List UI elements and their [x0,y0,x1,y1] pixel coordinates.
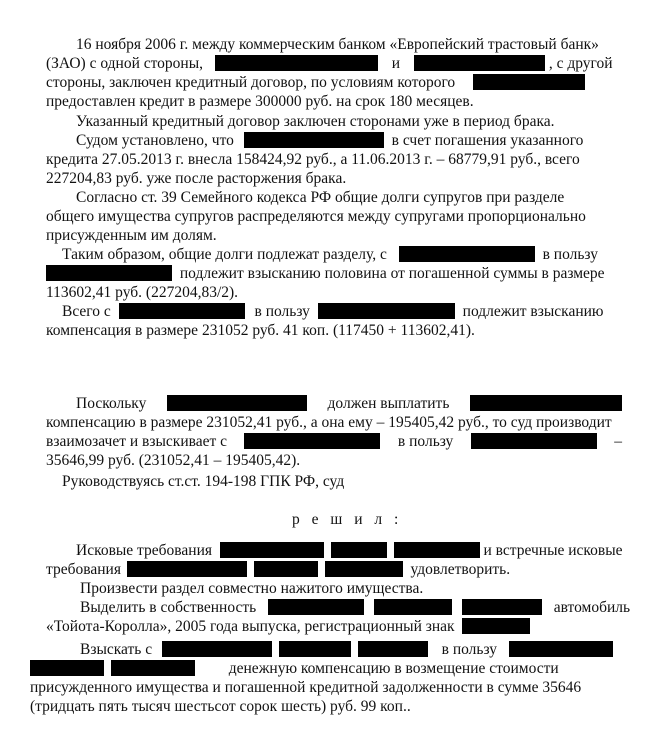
text-fragment: Взыскать с [80,641,153,658]
resolution4-line1 [80,641,613,659]
text-fragment: взаимозачет и взыскивает с [46,433,228,450]
resolution4-line3: присужденного имущества и погашенной кредитной задолженности в сумме 35646 [30,679,582,696]
resolution1-line1 [76,542,623,560]
para1-line2 [46,55,613,73]
para5-line3: 113602,41 руб. (227204,83/2). [46,284,239,301]
redaction-box [331,542,387,558]
resolution4-line4: (тридцать пять тысяч шестьсот сорок шесть) руб. 99 коп.. [30,698,411,715]
resolution4-line2 [30,660,559,678]
redaction-box [30,660,104,676]
redaction-box [470,395,622,411]
resolution2: Произвести раздел совместно нажитого имущества. [80,580,424,597]
redaction-box [215,55,378,71]
redaction-box [374,599,452,615]
para7-line4: 35646,99 руб. (231052,41 – 195405,42). [46,452,301,469]
redaction-box [394,542,480,558]
para4-line1: Согласно ст. 39 Семейного кодекса РФ общие долги супругов при разделе [76,189,565,206]
para7-line2: компенсацию в размере 231052,41 руб., а она ему – 195405,42 руб., то суд производит [46,414,612,431]
text-fragment: Выделить в собственность [80,599,257,616]
redaction-box [244,132,384,148]
para8: Руководствуясь ст.ст. 194-198 ГПК РФ, суд [62,473,345,490]
text-fragment: в пользу [441,641,498,658]
para5-line1 [62,246,598,264]
redaction-box [167,395,307,411]
para6-line2: компенсация в размере 231052 руб. 41 коп. (117450 + 113602,41). [46,322,475,339]
text-fragment: в счет погашения указанного [391,132,584,149]
redaction-box [111,660,195,676]
para5-line2 [46,265,605,283]
text-fragment: автомобиль [553,599,631,616]
resolution1-line2 [46,561,510,579]
text-fragment: (ЗАО) с одной стороны, [46,55,204,72]
text-fragment: в пользу [254,303,310,320]
text-fragment: в пользу [397,433,454,450]
redaction-box [162,641,272,657]
resolution3-line2 [46,618,530,636]
text-fragment: Таким образом, общие долги подлежат разделу, с [62,246,387,263]
para3-line2: кредита 27.05.2013 г. внесла 158424,92 руб., а 11.06.2013 г. – 68779,91 руб., всего [46,151,580,168]
para6-line1 [62,303,604,321]
redaction-box [325,561,403,577]
text-fragment: денежную компенсацию в возмещение стоимости [228,660,559,677]
decision-title: р е ш и л : [292,511,403,528]
text-fragment: «Тойота-Королла», 2005 года выпуска, регистрационный знак [46,618,455,635]
resolution3-line1 [80,599,630,617]
text-fragment: и встречные исковые [483,542,623,559]
para7-line3 [46,433,622,451]
redaction-box [471,433,597,449]
redaction-box [279,641,351,657]
text-fragment: требования [46,561,121,578]
redaction-box [462,618,530,634]
para1-line1: 16 ноября 2006 г. между коммерческим банком «Европейский трастовый банк» [76,36,599,53]
text-fragment: должен выплатить [327,395,450,412]
text-fragment: Исковые требования [76,542,212,559]
para3-line3: 227204,83 руб. уже после расторжения брака. [46,170,347,187]
redaction-box [46,265,172,281]
text-fragment: Всего с [62,303,111,320]
text-fragment: Поскольку [76,395,147,412]
redaction-box [358,641,428,657]
redaction-box [119,303,245,319]
text-fragment: – [614,433,622,450]
redaction-box [509,641,613,657]
text-fragment: подлежит взысканию [462,303,604,320]
redaction-box [414,55,545,71]
para1-line4: предоставлен кредит в размере 300000 руб. на срок 180 месяцев. [46,93,474,110]
redaction-box [127,561,247,577]
para1-line3 [46,74,585,92]
text-fragment: удовлетворить. [410,561,511,578]
redaction-box [318,303,455,319]
text-fragment: , с другой [548,55,613,72]
para4-line2: общего имущества супругов распределяются между супругами пропорционально [46,208,586,225]
para2: Указанный кредитный договор заключен сторонами уже в период брака. [76,113,555,130]
redaction-box [473,74,585,90]
redaction-box [220,542,324,558]
text-fragment: и [391,55,401,72]
para3-line1 [76,132,583,150]
text-fragment: подлежит взысканию половина от погашенной суммы в размере [179,265,605,282]
para4-line3: присужденным им долям. [46,227,217,244]
text-fragment: Судом установлено, что [76,132,234,149]
text-fragment: в пользу [542,246,598,263]
redaction-box [244,433,380,449]
redaction-box [462,599,542,615]
redaction-box [399,246,535,262]
para7-line1 [76,395,622,413]
redaction-box [254,561,318,577]
redaction-box [268,599,364,615]
text-fragment: стороны, заключен кредитный договор, по условиям которого [46,74,456,91]
